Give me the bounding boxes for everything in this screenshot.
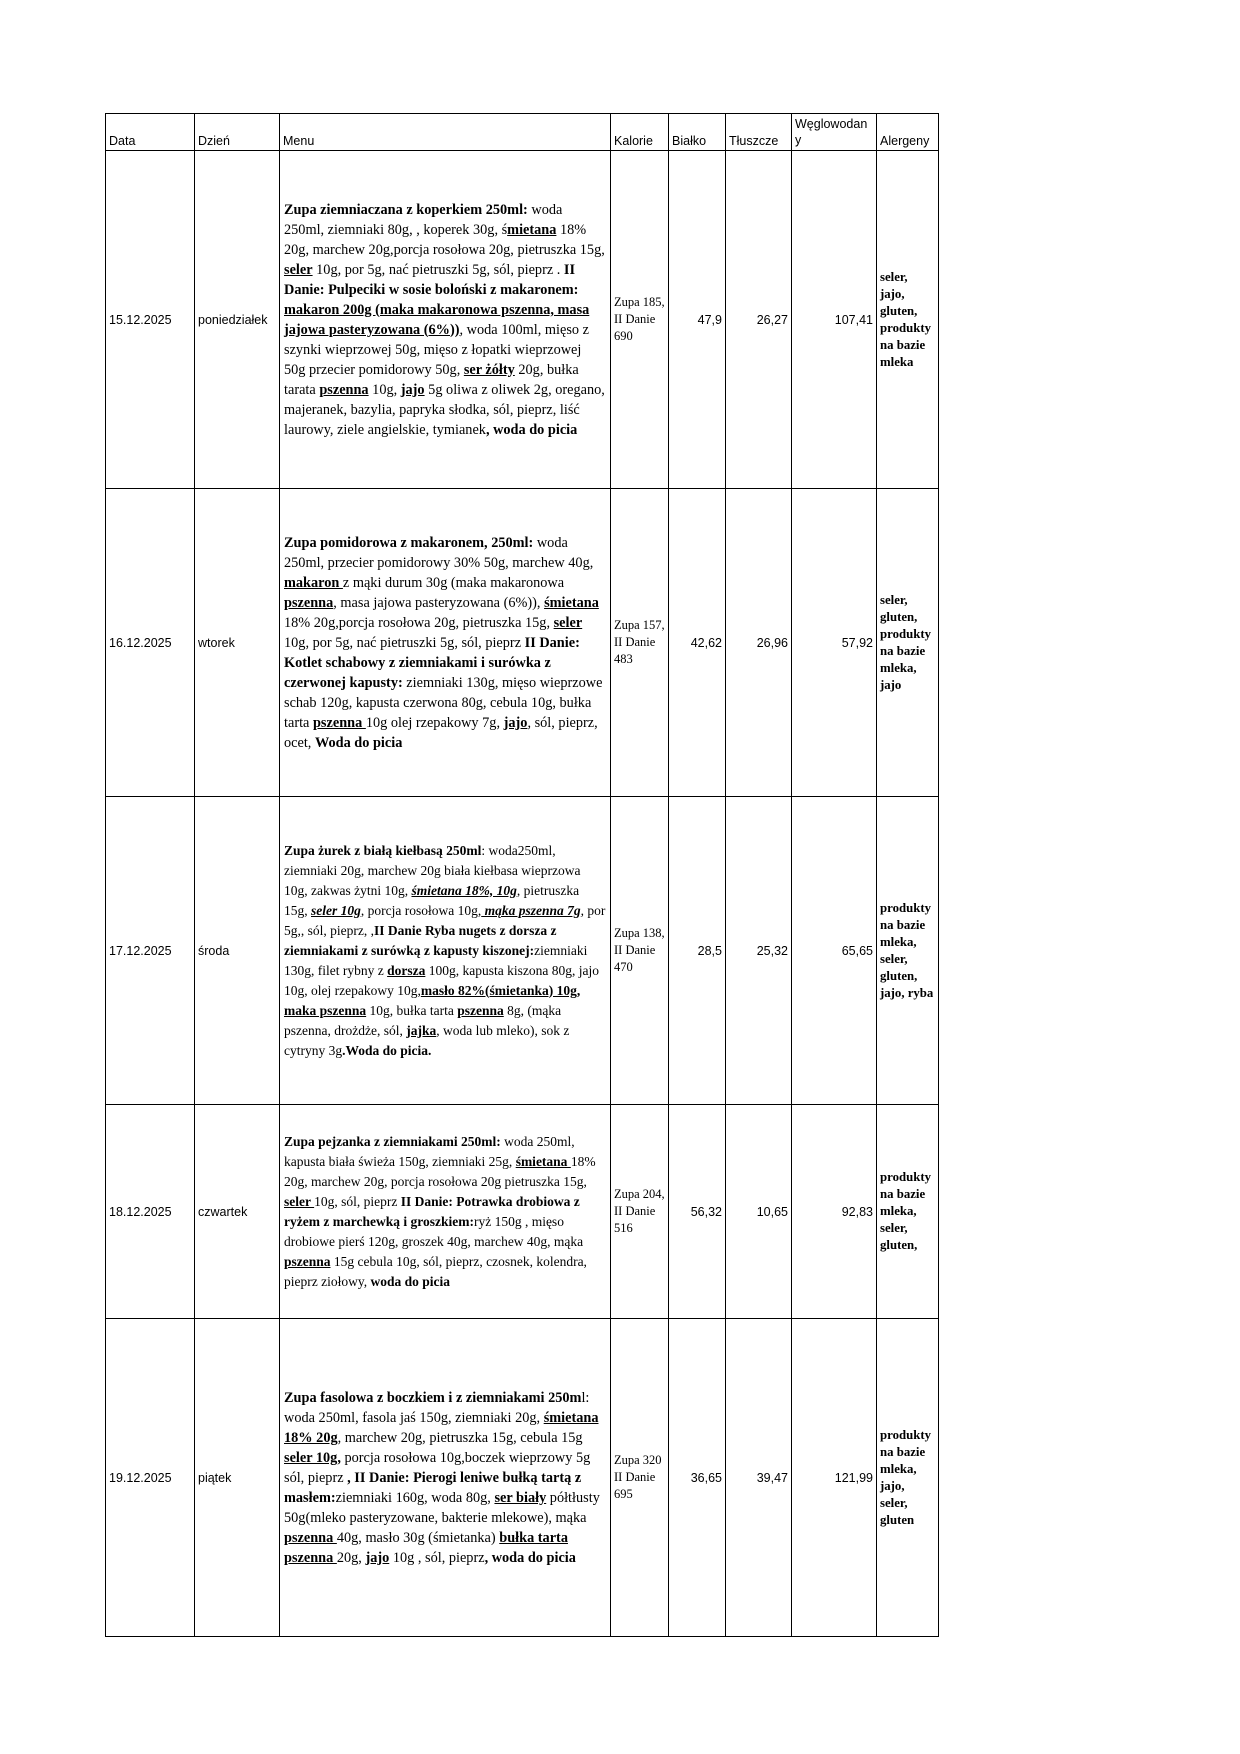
menu-segment: pszenna	[284, 594, 334, 611]
alergeny-cell: produkty na bazie mleka, jajo, seler, gluten	[877, 1319, 939, 1637]
menu-cell	[280, 489, 611, 797]
weglowodany-cell: 57,92	[792, 489, 877, 797]
menu-segment: śmietana 18%, 10g	[411, 882, 517, 898]
date-cell: 15.12.2025	[106, 151, 195, 489]
header-weglowodany-line2: y	[795, 133, 802, 147]
menu-segment: seler	[284, 261, 313, 278]
header-alergeny: Alergeny	[877, 114, 939, 151]
alergeny-cell: seler, jajo, gluten, produkty na bazie mleka	[877, 151, 939, 489]
day-cell: piątek	[195, 1319, 280, 1637]
menu-segment: Zupa fasolowa z boczkiem i z ziemniakami 250m	[284, 1389, 582, 1406]
menu-segment: makaron 200g (maka makaronowa pszenna, masa jajowa pasteryzowana (6%))	[284, 301, 590, 338]
menu-segment: pszenna	[312, 714, 366, 731]
menu-segment: 18% 20g, marchew 20g, porcja rosołowa 20g pietruszka 15g,	[284, 1153, 596, 1189]
menu-segment: 10g, sól, pieprz	[314, 1193, 401, 1209]
weglowodany-cell: 65,65	[792, 797, 877, 1105]
menu-segment: II Danie: Potrawka drobiowa z ryżem z marchewką i groszkiem:	[284, 1193, 580, 1229]
menu-segment: , woda do picia	[485, 421, 578, 438]
menu-segment: , porcja rosołowa 10g,	[360, 902, 482, 918]
menu-segment: Zupa pejzanka z ziemniakami 250ml:	[284, 1133, 501, 1149]
menu-segment: Woda do picia	[314, 734, 403, 751]
menu-segment: 15g cebula 10g, sól, pieprz, czosnek, kolendra, pieprz ziołowy,	[284, 1253, 587, 1289]
menu-segment: , marchew 20g, pietruszka 15g, cebula 15g	[337, 1429, 583, 1446]
menu-segment: .Woda do picia.	[342, 1042, 432, 1058]
header-row	[106, 114, 939, 151]
kalorie-cell: Zupa 138, II Danie 470	[611, 797, 669, 1105]
bialko-cell: 56,32	[669, 1105, 726, 1319]
menu-segment: 10g, por 5g, nać pietruszki 5g, sól, pieprz .	[312, 261, 564, 278]
menu-segment: półtłusty 50g(mleko pasteryzowane, bakterie mlekowe), mąka	[284, 1489, 600, 1526]
tluszcze-cell: 39,47	[726, 1319, 792, 1637]
menu-segment: 40g, masło 30g (śmietanka)	[336, 1529, 500, 1546]
menu-segment: ser biały	[494, 1489, 547, 1506]
menu-segment: masło 82%(śmietanka) 10g, maka pszenna	[284, 982, 581, 1018]
menu-segment: seler	[553, 614, 583, 631]
menu-segment: seler 10g	[311, 902, 361, 918]
table-row	[106, 797, 939, 1105]
weglowodany-cell: 107,41	[792, 151, 877, 489]
alergeny-cell: seler, gluten, produkty na bazie mleka, jajo	[877, 489, 939, 797]
day-cell: wtorek	[195, 489, 280, 797]
tluszcze-cell: 25,32	[726, 797, 792, 1105]
menu-segment: śmietana	[544, 594, 599, 611]
menu-segment: , por 5g,, sól, pieprz, ,	[284, 902, 606, 938]
menu-segment: Zupa ziemniaczana z koperkiem 250ml:	[284, 201, 528, 218]
menu-cell	[280, 797, 611, 1105]
menu-segment: seler	[284, 1193, 315, 1209]
menu-segment: 100g, kapusta kiszona 80g, jajo 10g, olej rzepakowy 10g,	[284, 962, 599, 998]
menu-cell	[280, 151, 611, 489]
menu-segment: śmietana	[515, 1153, 571, 1169]
menu-segment: II Danie: Kotlet schabowy z ziemniakami i surówka z czerwonej kapusty:	[284, 634, 580, 691]
date-cell: 18.12.2025	[106, 1105, 195, 1319]
menu-segment: jajo	[365, 1549, 390, 1566]
bialko-cell: 28,5	[669, 797, 726, 1105]
menu-table	[105, 113, 939, 1637]
tluszcze-cell: 10,65	[726, 1105, 792, 1319]
menu-segment: : woda250ml, ziemniaki 20g, marchew 20g biała kiełbasa wieprzowa 10g, zakwas żytni 10g,	[284, 842, 581, 898]
menu-segment: II Danie Ryba nugets z dorsza z ziemniakami z surówką z kapusty kiszonej:	[284, 922, 557, 958]
bialko-cell: 47,9	[669, 151, 726, 489]
header-bialko: Białko	[669, 114, 726, 151]
day-cell: poniedziałek	[195, 151, 280, 489]
menu-segment: mietana	[507, 221, 557, 238]
menu-segment: pszenna	[284, 1253, 331, 1269]
menu-segment: woda do picia	[370, 1273, 451, 1289]
menu-segment: , sól, pieprz, ocet,	[284, 714, 598, 751]
weglowodany-cell: 92,83	[792, 1105, 877, 1319]
menu-segment: 8g, (mąka pszenna, drożdże, sól,	[284, 1002, 562, 1038]
menu-cell	[280, 1319, 611, 1637]
menu-segment: Zupa żurek z białą kiełbasą 250ml	[284, 842, 482, 858]
date-cell: 17.12.2025	[106, 797, 195, 1105]
menu-segment: mąka pszenna 7g	[481, 902, 581, 918]
menu-segment: woda 250ml, kapusta biała świeża 150g, ziemniaki 25g,	[284, 1133, 575, 1169]
menu-segment: ziemniaki 130g, mięso wieprzowe schab 120g, kapusta czerwona 80g, cebula 10g, bułka tarta	[284, 674, 603, 731]
menu-segment: jajo	[503, 714, 528, 731]
menu-segment: ziemniaki 160g, woda 80g,	[335, 1489, 495, 1506]
menu-segment: jajka	[406, 1022, 437, 1038]
header-tluszcze: Tłuszcze	[726, 114, 792, 151]
table-row	[106, 1319, 939, 1637]
nutrition-sheet	[105, 113, 939, 1637]
menu-segment: 10g, bułka tarta	[366, 1002, 458, 1018]
menu-segment: woda 250ml, przecier pomidorowy 30% 50g, marchew 40g,	[284, 534, 594, 571]
alergeny-cell: produkty na bazie mleka, seler, gluten, jajo, ryba	[877, 797, 939, 1105]
menu-segment: 18% 20g,porcja rosołowa 20g, pietruszka 15g,	[284, 614, 554, 631]
kalorie-cell: Zupa 185, II Danie 690	[611, 151, 669, 489]
menu-segment: , woda do picia	[484, 1549, 576, 1566]
menu-segment: makaron	[284, 574, 343, 591]
menu-segment: 5g oliwa z oliwek 2g, oregano, majeranek, bazylia, papryka słodka, sól, pieprz, liść laurowy, ziele angielskie, tymianek	[284, 381, 605, 438]
menu-segment: 20g,	[336, 1549, 366, 1566]
menu-segment: jajo	[400, 381, 425, 398]
bialko-cell: 42,62	[669, 489, 726, 797]
menu-segment: ziemniaki 130g, filet rybny z	[284, 942, 588, 978]
day-cell: środa	[195, 797, 280, 1105]
menu-segment: porcja rosołowa 10g,boczek wieprzowy 5g sól, pieprz	[284, 1449, 591, 1486]
menu-segment: 20g, bułka tarata	[284, 361, 579, 398]
header-menu: Menu	[280, 114, 611, 151]
menu-segment: , II Danie: Pierogi leniwe bułką tartą z masłem:	[284, 1469, 582, 1506]
menu-segment: 10g olej rzepakowy 7g,	[365, 714, 504, 731]
menu-segment: z mąki durum 30g (maka makaronowa	[342, 574, 565, 591]
alergeny-cell: produkty na bazie mleka, seler, gluten,	[877, 1105, 939, 1319]
table-row	[106, 151, 939, 489]
date-cell: 19.12.2025	[106, 1319, 195, 1637]
menu-segment: l: woda 250ml, fasola jaś 150g, ziemniaki 20g,	[284, 1389, 590, 1426]
bialko-cell: 36,65	[669, 1319, 726, 1637]
kalorie-cell: Zupa 320 II Danie 695	[611, 1319, 669, 1637]
menu-segment: , masa jajowa pasteryzowana (6%)),	[333, 594, 545, 611]
menu-segment: 10g,	[368, 381, 401, 398]
header-weglowodany-line1: Węglowodan	[795, 117, 868, 131]
table-row	[106, 489, 939, 797]
menu-segment: Zupa pomidorowa z makaronem, 250ml:	[284, 534, 534, 551]
menu-segment: , woda lub mleko), sok z cytryny 3g	[284, 1022, 570, 1058]
menu-segment: seler 10g,	[284, 1449, 341, 1466]
menu-segment: ryż 150g , mięso drobiowe pierś 120g, groszek 40g, marchew 40g, mąka	[284, 1213, 584, 1249]
menu-segment: ser żółty	[463, 361, 515, 378]
header-weglowodany	[792, 114, 877, 151]
day-cell: czwartek	[195, 1105, 280, 1319]
header-dzien: Dzień	[195, 114, 280, 151]
menu-segment: , pietruszka 15g,	[284, 882, 580, 918]
menu-segment: 18% 20g, marchew 20g,porcja rosołowa 20g, pietruszka 15g,	[284, 221, 605, 258]
menu-segment: woda 250ml, ziemniaki 80g, , koperek 30g, ś	[284, 201, 563, 238]
menu-segment: dorsza	[387, 962, 426, 978]
date-cell: 16.12.2025	[106, 489, 195, 797]
menu-segment: bułka tarta pszenna	[284, 1529, 568, 1566]
menu-segment: pszenna	[457, 1002, 504, 1018]
kalorie-cell: Zupa 204, II Danie 516	[611, 1105, 669, 1319]
menu-segment: , woda 100ml, mięso z szynki wieprzowej 50g, mięso z łopatki wieprzowej 50g przecier pomidorowy 50g,	[284, 321, 589, 378]
menu-segment: śmietana 18% 20g	[284, 1409, 599, 1446]
table-row	[106, 1105, 939, 1319]
tluszcze-cell: 26,96	[726, 489, 792, 797]
menu-segment: 10g, por 5g, nać pietruszki 5g, sól, pieprz	[284, 634, 525, 651]
header-kalorie: Kalorie	[611, 114, 669, 151]
menu-cell	[280, 1105, 611, 1319]
menu-segment: II Danie: Pulpeciki w sosie boloński z makaronem:	[284, 261, 579, 298]
kalorie-cell: Zupa 157, II Danie 483	[611, 489, 669, 797]
menu-segment: pszenna	[284, 1529, 337, 1546]
tluszcze-cell: 26,27	[726, 151, 792, 489]
header-data: Data	[106, 114, 195, 151]
weglowodany-cell: 121,99	[792, 1319, 877, 1637]
menu-segment: 10g , sól, pieprz	[389, 1549, 485, 1566]
menu-segment: pszenna	[319, 381, 369, 398]
